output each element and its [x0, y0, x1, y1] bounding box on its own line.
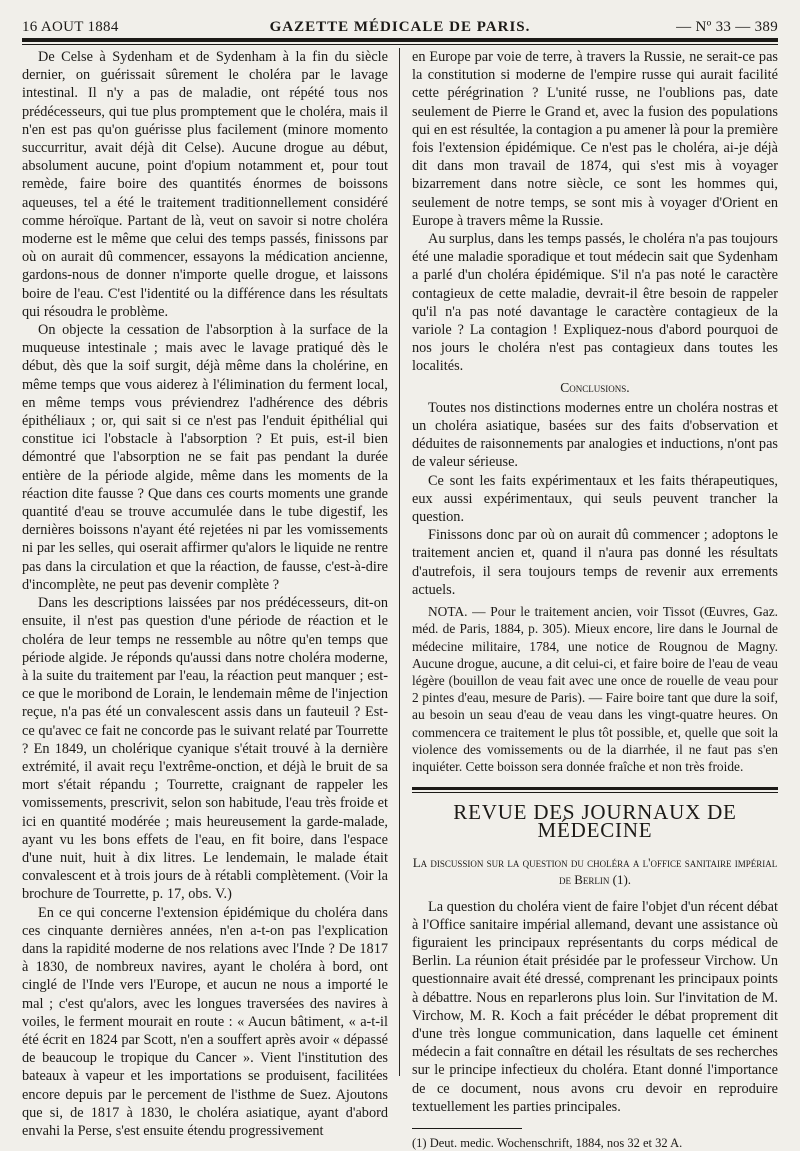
article-subtitle: La discussion sur la question du choléra a l'office sanitaire impérial de Berlin (1). [412, 854, 778, 887]
page-header [22, 14, 778, 36]
left-column [22, 48, 388, 1139]
left-paragraph-4: En ce qui concerne l'extension épidémique du choléra dans ces cinquante dernières années, n'en a-t-on pas l'explication dans la rapidité moderne de nos relations avec l'Inde ? De 1817 à 1830, de nombreux navires, ayant le choléra à bord, ont cinglé de l'Inde vers l'Europe, et aucun ne nous a importé le mal ; c'est qu'alors, avec les longues traversées des navires à voiles, le ferment mourait en route : « Aucun bâtiment, « a-t-il été écrit en 1824 par Scott, n'en a souffert après avoir « dépassé de beaucoup le tropique du Cancer ». Vient l'institution des bateaux à vapeur et les importations se produisent, facilitées encore depuis par le percement de l'isthme de Suez. Ajoutons que si, de 1817 à 1830, le choléra asiatique, ayant d'abord envahi la Perse, s'est ensuite étendu progressivement [22, 904, 388, 1139]
header-journal-title: GAZETTE MÉDICALE DE PARIS. [269, 19, 531, 35]
footnote: (1) Deut. medic. Wochenschrift, 1884, nos 32 et 32 A. [412, 1135, 683, 1150]
left-paragraph-3: Dans les descriptions laissées par nos prédécesseurs, dit-on ensuite, il n'est pas question d'une période de réaction et le choléra de leur temps ne ressemble au nôtre qu'en temps que période algide. Je réponds qu'aussi dans notre choléra moderne, à la suite du traitement par l'eau, la réaction peut manquer ; est-ce que le moribond de Lorain, le lendemain même de l'injection reçue, n'a pas été un convalescent assis dans un fauteuil ? Est-ce qu'avec ce fait ne concorde pas le suivant relaté par Tourrette ? En 1849, un cholérique cyanique s'était trouvé à la dernière extrémité, il avait reçu l'extrême-onction, et déjà le bruit de sa mort s'était répandu ; Tourrette, craignant de rappeler les vomissements, prescrivit, selon son habitude, l'eau très froide et ici en quantité modérée ; mais heureusement la garde-malade, ayant vu les bons effets de l'eau, en fit boire, dans l'espace d'une nuit, huit à dix litres. Le lendemain, le malade était convalescent et à trois jours de à rétabli complètement. (Voir la brochure de Tourrette, p. 17, obs. V.) [22, 595, 388, 903]
header-rule-thick [22, 38, 778, 42]
review-paragraph-1: La question du choléra vient de faire l'objet d'un récent débat à l'Office sanitaire impérial allemand, devant une assistance où figuraient les principaux représentants du corps médical de Berlin. La réunion était présidée par le professeur Virchow. Un questionnaire avait été dressé, comprenant les principaux points à débattre. Nous en reparlerons plus loin. Sur l'invitation de M. Virchow, M. R. Koch a fait précéder le débat proprement dit d'une très longue communication, dans laquelle cet éminent médecin a fait connaître en détail les résultats de ses recherches sur le principe infectieux du choléra. Etant donné l'importance de ce document, nous avons cru devoir en reproduire textuellement les parties principales. [412, 898, 778, 1115]
section-rule-thick [412, 787, 778, 790]
section-title: REVUE DES JOURNAUX DE MÉDECINE [453, 800, 737, 843]
conclusion-1: Toutes nos distinctions modernes entre un choléra nostras et un choléra asiatique, basées sur des faits d'observation et déduites de raisonnements par analogies et inductions, n'ont pas de valeur sérieuse. [412, 399, 778, 471]
header-rule-thin [22, 44, 778, 45]
right-paragraph-2: Au surplus, dans les temps passés, le choléra n'a pas toujours été une maladie sporadique et tout médecin sait que Sydenham a parlé d'un choléra épidémique. S'il n'a pas noté le caractère contagieux de cette maladie, devrait-il être besoin de rappeler qu'il n'a pas noté davantage le caractère contagieux de la variole ? La contagion ! Expliquez-nous d'abord pourquoi de nos jours le choléra n'est pas contagieux dans toutes les localités. [412, 231, 778, 375]
section-rule-thin [412, 792, 778, 793]
conclusions-heading: Conclusions. [560, 379, 630, 395]
header-date: 16 AOUT 1884 [22, 19, 119, 35]
right-column [412, 48, 778, 1150]
left-paragraph-2: On objecte la cessation de l'absorption à la surface de la muqueuse intestinale ; mais avec le lavage pratiqué dès le début, dès que la soif surgit, déjà même dans la cholérine, en même temps que vous aiderez à l'élimination du ferment local, en même temps vous préviendrez l'adhérence des débris épithéliaux ; or, qui sait si ce n'est pas l'enduit épithélial qui constitue ici l'obstacle à l'absorption ? Et puis, est-il bien démontré que l'absorption ne se fait pas pendant la durée entière de la période algide, même dans les moments de la réaction dite fausse ? Que dans ces courts moments une grande quantité d'eau se trouve accumulée dans le tube digestif, les dernières boissons n'ayant été rejetées ni par les vomissements ni par les selles, qui oserait affirmer qu'alors le liquide ne rentre pas dans la circulation et que la réaction, de fausse, c'est-à-dire d'incomplète, ne peut pas devenir complète ? [22, 322, 388, 593]
conclusion-2: Ce sont les faits expérimentaux et les faits thérapeutiques, eux aussi expérimentaux, qui seuls peuvent trancher la question. [412, 472, 778, 526]
nota-paragraph: NOTA. — Pour le traitement ancien, voir Tissot (Œuvres, Gaz. méd. de Paris, 1884, p. 305). Mieux encore, lire dans le Journal de médecine militaire, 1784, une notice de Rougnou de Magny. Aucune drogue, aucune, a dit celui-ci, et faire boire de l'eau de veau légère (bouillon de veau fait avec une once de rouelle de veau pour 2 pintes d'eau, mesure de Paris). — Faire boire tant que dure la soif, au besoin un seau d'eau de veau dans les vingt-quatre heures. On commencera ce traitement le plus tôt possible, et, quelle que soit la violence des vomissements ou de la diarrhée, il ne faut pas s'en inquiéter. Cette boisson sera donnée fraîche et non très froide. [412, 604, 778, 774]
footnote-rule [412, 1128, 522, 1129]
left-paragraph-1: De Celse à Sydenham et de Sydenham à la fin du siècle dernier, on guérissait sûrement le choléra par le lavage intestinal. Il n'y a pas de maladie, ont répété tous nos prédécesseurs, qui tue plus promptement que le choléra, mais il n'en est pas qu'on guérisse plus facilement (minore momento succurritur, avait déjà dit Celse). Aucune drogue au début, absolument aucune, point d'opium notamment et, pour tout remède, faire boire des quantités énormes de boissons aqueuses, tel a été le traitement traditionnellement considéré comme héroïque. Partant de là, veut on savoir si notre choléra moderne est le même que celui des temps passés, finissons par où on aurait dû commencer, essayons la médication ancienne, gardons-nous de donner n'importe quelle drogue, et laissons boire de l'eau. C'est l'identité ou la différence dans les résultats qui résoudra le problème. [22, 49, 388, 320]
conclusion-3: Finissons donc par où on aurait dû commencer ; adoptons le traitement ancien et, quand il n'aura pas donné les résultats d'autrefois, il sera toujours temps de revenir aux errements actuels. [412, 527, 778, 598]
column-divider [399, 48, 400, 1076]
right-paragraph-1: en Europe par voie de terre, à travers la Russie, ne serait-ce pas la constitution si moderne de l'empire russe qui aurait facilité cette pérégrination ? L'unité russe, ne l'oublions pas, date seulement de Pierre le Grand et, avec la fusion des populations qui en est résultée, la contagion a pu amener là pour la première fois l'extension épidémique. Ce n'est pas le choléra, ai-je déjà dit dans mon travail de 1874, qui s'est mis à voyager bizarrement dans notre siècle, ce sont les hommes qui, seulement de notre temps, se sont mis à voyager d'Orient en Europe à travers même la Russie. [412, 49, 778, 229]
header-issue-page: — Nº 33 — 389 [676, 19, 778, 35]
